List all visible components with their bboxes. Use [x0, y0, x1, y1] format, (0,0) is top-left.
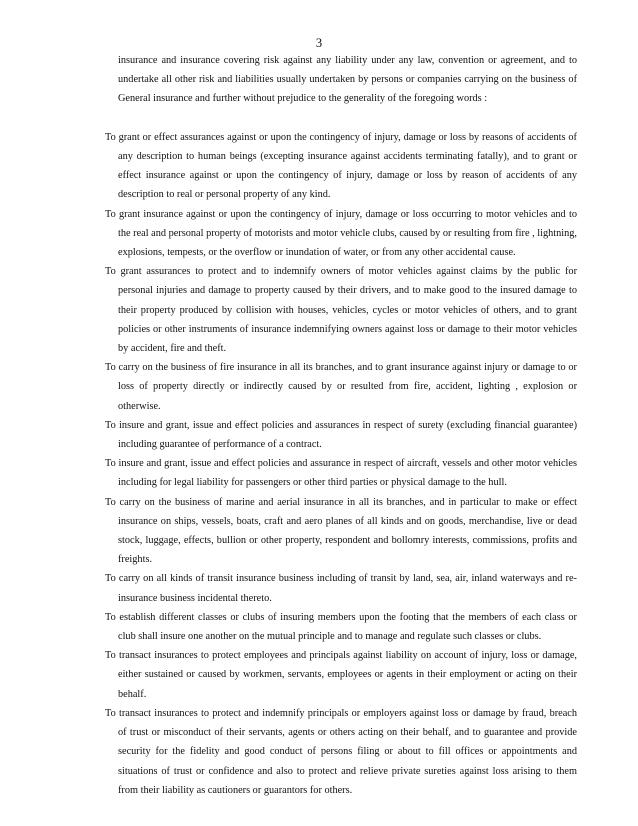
clause-aircraft-vessels: To insure and grant, issue and effect policies and assurance in respect of aircraft, vessels and other motor vehicles including for legal liability for passengers or other third parties or physical damage to the hull.	[105, 458, 577, 489]
clause-surety: To insure and grant, issue and effect policies and assurances in respect of surety (excluding financial guarantee) including guarantee of performance of a contract.	[105, 419, 577, 451]
clause-employee-liability: To transact insurances to protect employees and principals against liability on account of injury, loss or damage, either sustained or caused by workmen, servants, employees or agents in their employment or acting on their behalf.	[105, 650, 577, 700]
document-body	[105, 51, 577, 800]
clause-clubs: To establish different classes or clubs of insuring members upon the footing that the members of each class or club shall insure one another on the mutual principle and to manage and regulate such classes or clubs.	[105, 611, 577, 643]
clause-marine-aerial: To carry on the business of marine and aerial insurance in all its branches, and in particular to make or effect insurance on ships, vessels, boats, craft and aero planes of all kinds and on goods, merchandise, live or dead stock, luggage, effects, bullion or other property, respondent and bollomry interests, commissions, profits and freights.	[105, 496, 577, 566]
page-number: 3	[315, 36, 323, 50]
clause-transit: To carry on all kinds of transit insurance business including of transit by land, sea, air, inland waterways and re-insurance business incidental thereto.	[105, 573, 577, 604]
clause-motor-owner-indemnity: To grant assurances to protect and to indemnify owners of motor vehicles against claims by the public for personal injuries and damage to property caused by their drivers, and to make good to the insured damage to their property produced by collision with houses, vehicles, cycles or motor vehicles of others, and to grant policies or other instruments of insurance indemnifying owners against loss or damage to their motor vehicles by accident, fire and theft.	[105, 266, 577, 355]
clause-fidelity-guarantee: To transact insurances to protect and indemnify principals or employers against loss or damage by fraud, breach of trust or misconduct of their servants, agents or others acting on their behalf, and to guarantee and provide security for the fidelity and good conduct of persons filing or about to fill offices or appointments and situations of trust or confidence and also to protect and relieve private sureties against loss arising to them from their liability as cautioners or guarantors for others.	[105, 707, 577, 796]
clause-motor-vehicle-damage: To grant insurance against or upon the contingency of injury, damage or loss occurring to motor vehicles and to the real and personal property of motorists and motor vehicle clubs, caused by or resulting from fire , lightning, explosions, tempests, or the overflow or inundation of water, or from any other accidental cause.	[105, 208, 577, 259]
intro-paragraph: insurance and insurance covering risk against any liability under any law, convention or agreement, and to undertake all other risk and liabilities usually undertaken by persons or companies carrying on the business of General insurance and further without prejudice to the generality of the foregoing words :	[118, 55, 577, 105]
clause-accident-insurance: To grant or effect assurances against or upon the contingency of injury, damage or loss by reasons of accidents of any description to human beings (excepting insurance against accidents terminating fatally), and to grant or effect insurance against or upon the contingency of injury, damage or loss by reason of accidents of any description to real or personal property of any kind.	[105, 131, 577, 201]
clause-fire-insurance: To carry on the business of fire insurance in all its branches, and to grant insurance against injury or damage to or loss of property directly or indirectly caused by or resulted from fire, accident, lighting , explosion or otherwise.	[105, 362, 577, 412]
